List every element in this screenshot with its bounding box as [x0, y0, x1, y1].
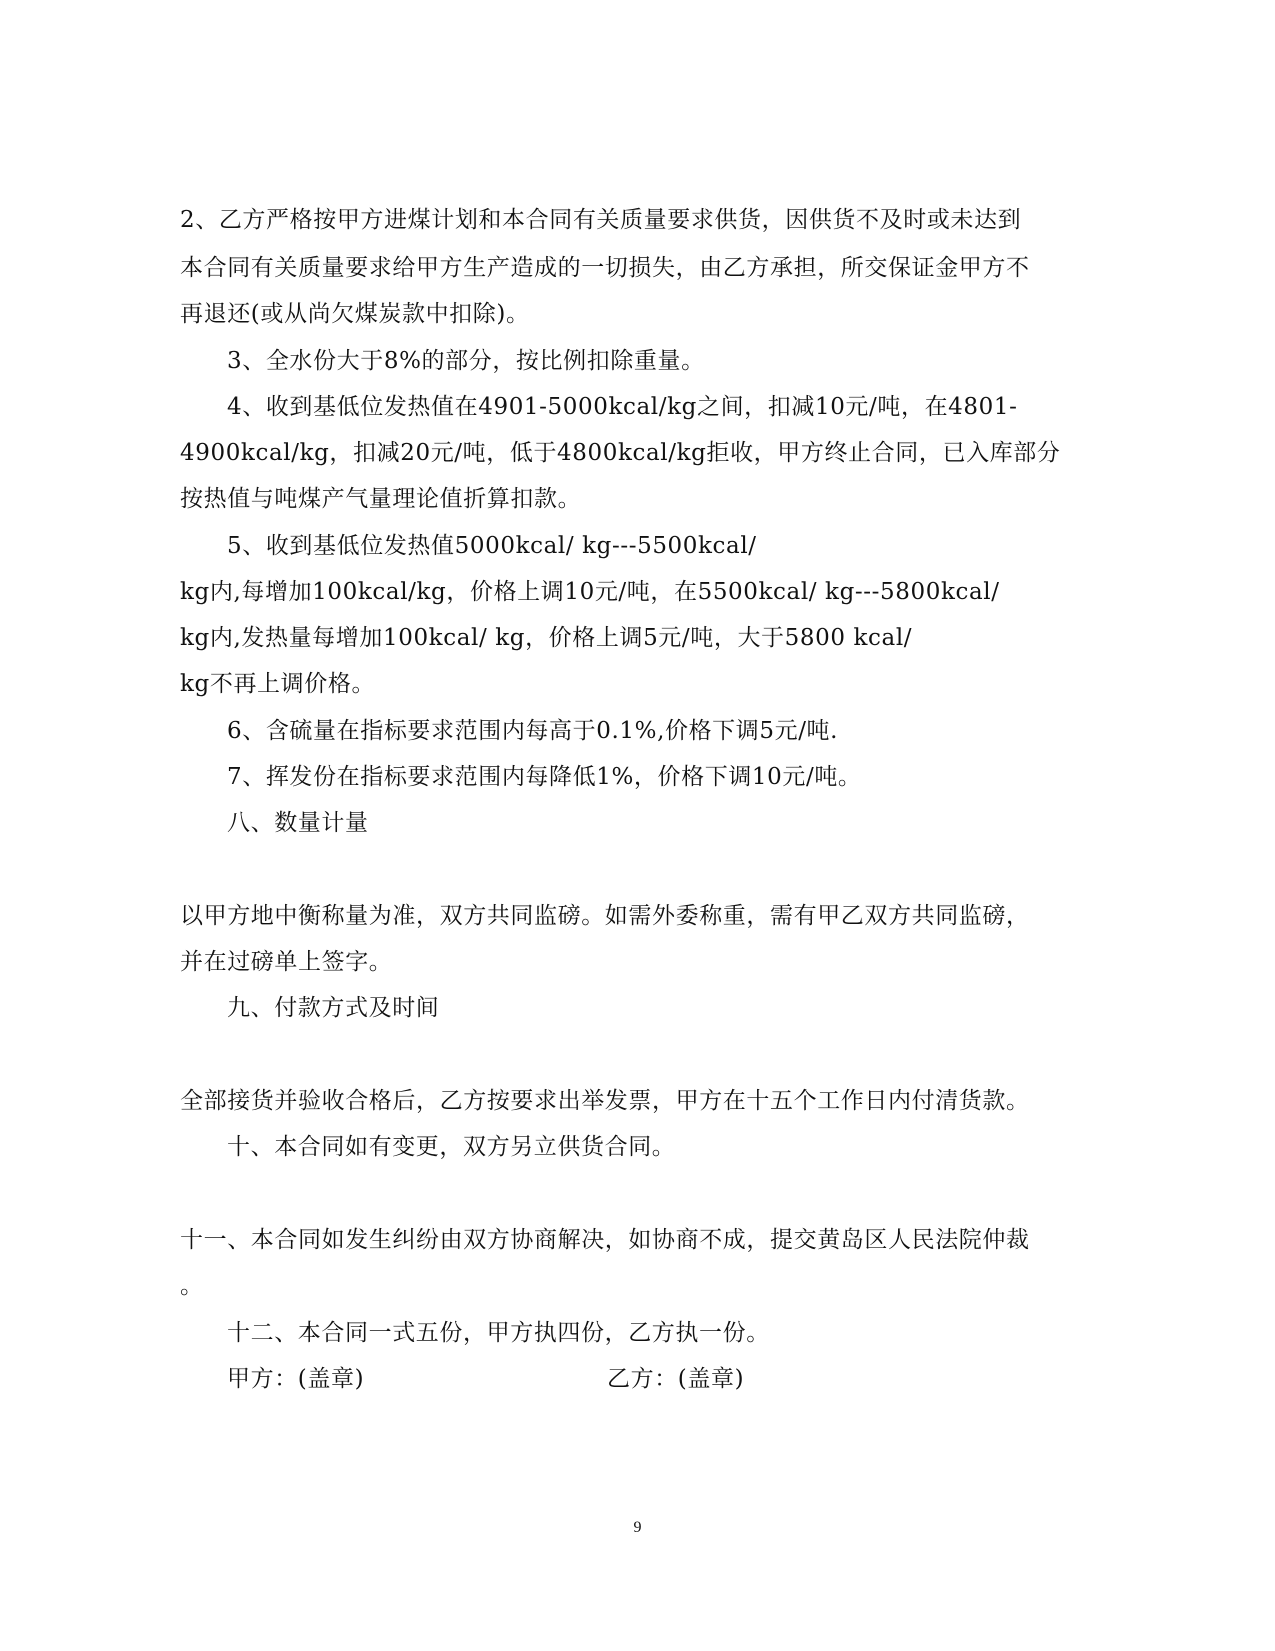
clause-6: 6、含硫量在指标要求范围内每高于0.1%,价格下调5元/吨.	[227, 718, 839, 744]
section-8-line-1: 以甲方地中衡称量为准，双方共同监磅。如需外委称重，需有甲乙双方共同监磅，	[180, 903, 1030, 929]
clause-5-line-1: 5、收到基低位发热值5000kcal/ kg---5500kcal/	[227, 533, 757, 559]
clause-7: 7、挥发份在指标要求范围内每降低1%，价格下调10元/吨。	[227, 764, 862, 790]
clause-2-line-3: 再退还(或从尚欠煤炭款中扣除)。	[180, 301, 530, 327]
clause-4-line-3: 按热值与吨煤产气量理论值折算扣款。	[180, 486, 582, 512]
section-11-line-2: 。	[180, 1273, 204, 1299]
section-10: 十、本合同如有变更，双方另立供货合同。	[227, 1134, 676, 1160]
party-b-signature: 乙方：(盖章)	[607, 1366, 745, 1392]
page-number: 9	[633, 1519, 642, 1536]
section-11-line-1: 十一、本合同如发生纠纷由双方协商解决，如协商不成，提交黄岛区人民法院仲裁	[180, 1227, 1030, 1253]
clause-5-line-4: kg不再上调价格。	[180, 671, 376, 697]
section-12: 十二、本合同一式五份，甲方执四份，乙方执一份。	[227, 1320, 770, 1346]
clause-5-line-3: kg内,发热量每增加100kcal/ kg，价格上调5元/吨，大于5800 kcal/	[180, 625, 913, 651]
section-9-heading: 九、付款方式及时间	[227, 995, 440, 1021]
clause-4-line-1: 4、收到基低位发热值在4901-5000kcal/kg之间，扣减10元/吨，在4801-	[227, 394, 1018, 420]
clause-2-line-2: 本合同有关质量要求给甲方生产造成的一切损失，由乙方承担，所交保证金甲方不	[180, 255, 1030, 281]
clause-2-line-1: 2、乙方严格按甲方进煤计划和本合同有关质量要求供货，因供货不及时或未达到	[180, 207, 1022, 233]
clause-4-line-2: 4900kcal/kg，扣减20元/吨，低于4800kcal/kg拒收，甲方终止合同，已入库部分	[180, 440, 1061, 466]
section-8-line-2: 并在过磅单上签字。	[180, 949, 393, 975]
clause-5-line-2: kg内,每增加100kcal/kg，价格上调10元/吨，在5500kcal/ kg---5800kcal/	[180, 579, 1000, 605]
section-9-line-1: 全部接货并验收合格后，乙方按要求出举发票，甲方在十五个工作日内付清货款。	[180, 1088, 1030, 1114]
party-a-signature: 甲方：(盖章)	[227, 1366, 365, 1392]
section-8-heading: 八、数量计量	[227, 810, 369, 836]
clause-3: 3、全水份大于8%的部分，按比例扣除重量。	[227, 348, 705, 374]
